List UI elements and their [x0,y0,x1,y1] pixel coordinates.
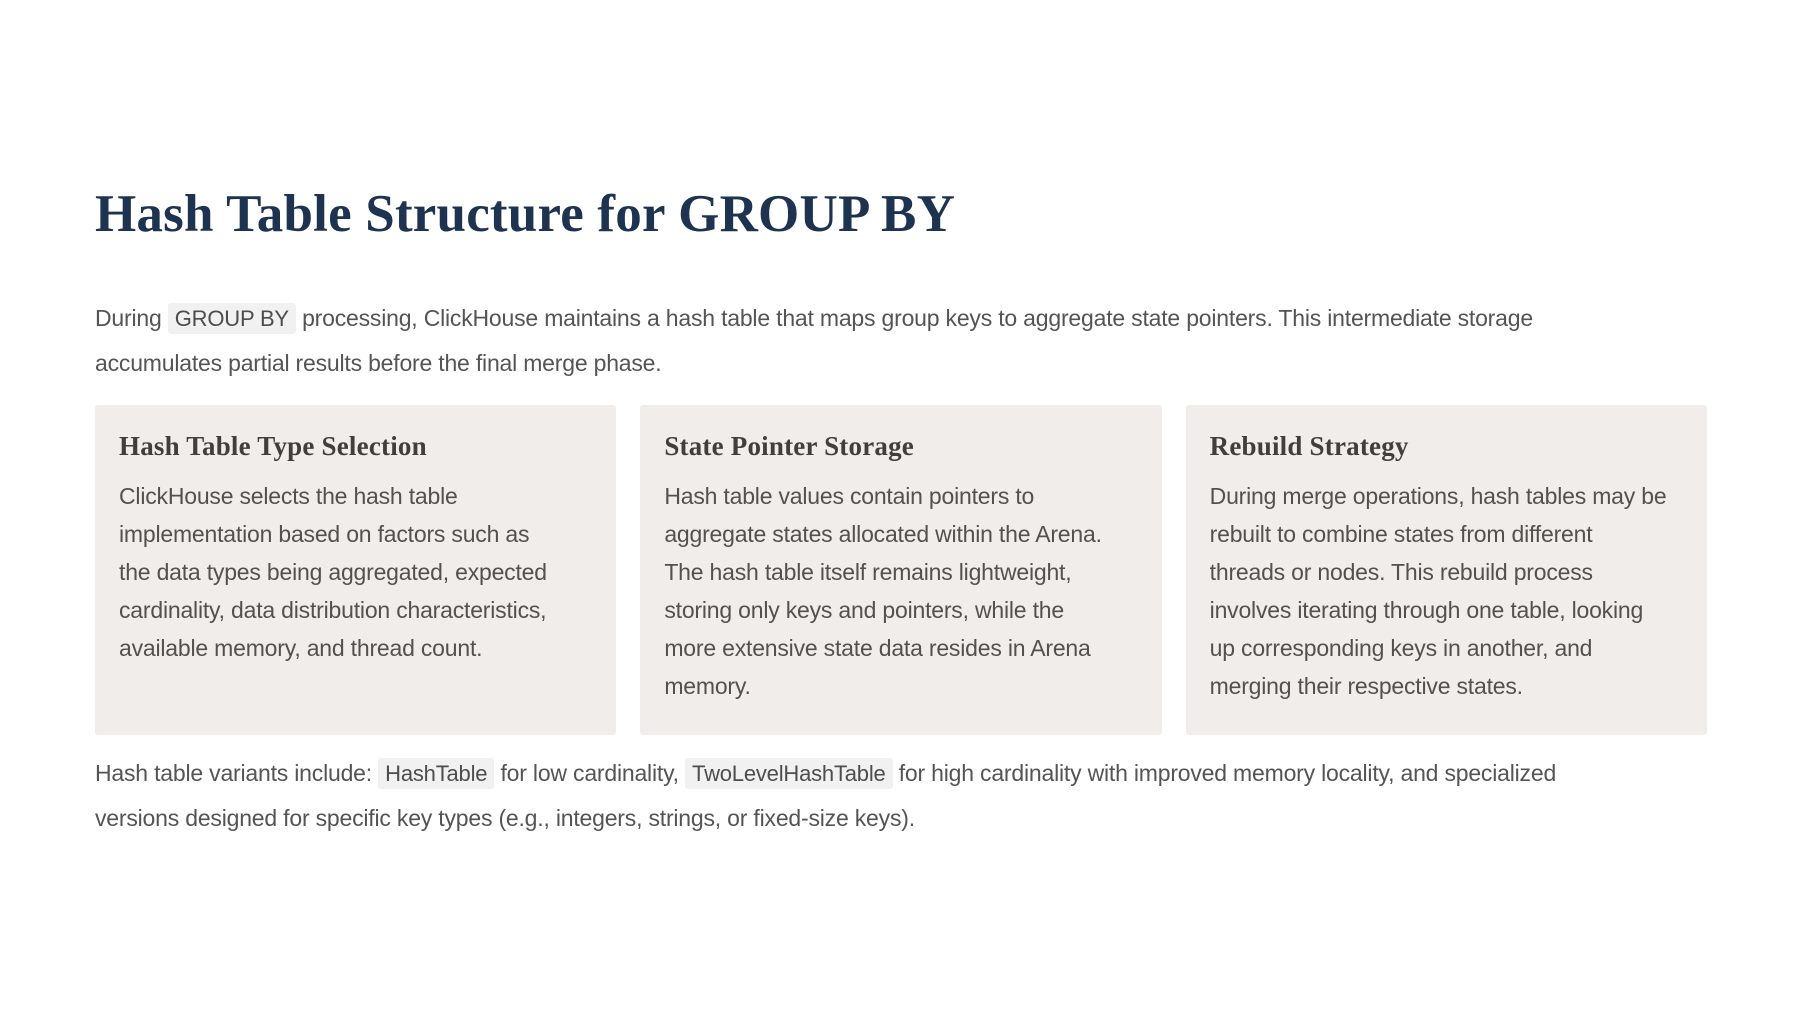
card-rebuild-strategy [1186,405,1707,735]
card-body [119,477,592,667]
text-line: more extensive state data resides in Arena [664,635,1091,661]
text-line: cardinality, data distribution characteristics, [119,597,547,623]
text-line: the data types being aggregated, expected [119,559,547,585]
inline-code: GROUP BY [168,303,296,334]
text-line: During merge operations, hash tables may be [1209,483,1667,509]
card-hash-table-type-selection [95,405,616,735]
text-line: involves iterating through one table, looking [1209,597,1644,623]
text-line: versions designed for specific key types (e.g., integers, strings, or fixed-size keys). [95,805,915,831]
text-line: implementation based on factors such as [119,521,530,547]
card-title: State Pointer Storage [664,431,914,461]
inline-code: TwoLevelHashTable [685,758,893,789]
variants-paragraph [95,751,1707,841]
card-body [1210,477,1683,705]
text-line: memory. [664,673,751,699]
intro-paragraph [95,296,1707,386]
card-title: Rebuild Strategy [1209,431,1409,461]
cards-row [95,405,1707,735]
text-line: During GROUP BY processing, ClickHouse maintains a hash table that maps group keys to aggregate state pointers. This intermediate storage [95,296,1707,341]
text-line: rebuilt to combine states from different [1209,521,1593,547]
text-line: storing only keys and pointers, while the [664,597,1064,623]
inline-code: HashTable [378,758,494,789]
text-line: up corresponding keys in another, and [1209,635,1593,661]
text-line: ClickHouse selects the hash table [119,483,458,509]
card-body [664,477,1137,705]
text-line: merging their respective states. [1209,673,1523,699]
text-line: aggregate states allocated within the Arena. [664,521,1102,547]
card-state-pointer-storage [640,405,1161,735]
text-line: The hash table itself remains lightweight, [664,559,1072,585]
text-line: accumulates partial results before the final merge phase. [95,350,662,376]
text-line: Hash table variants include: HashTable for low cardinality, TwoLevelHashTable for high cardinality with improved memory locality, and specialized [95,751,1707,796]
page-title: Hash Table Structure for GROUP BY [95,185,956,243]
text-line: threads or nodes. This rebuild process [1209,559,1593,585]
text-line: available memory, and thread count. [119,635,483,661]
card-title: Hash Table Type Selection [119,431,427,461]
text-line: Hash table values contain pointers to [664,483,1035,509]
